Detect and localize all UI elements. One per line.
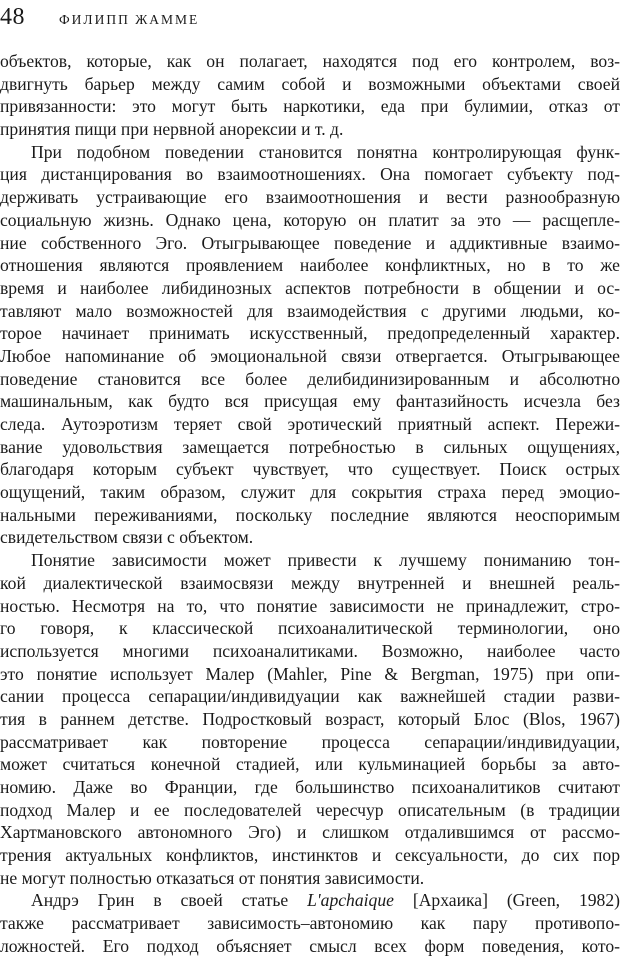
text-line: держивать устраивающие его взаимоотношения и вести разнообразную xyxy=(0,187,620,208)
text-line: не могут полностью отказаться от понятия зависимости. xyxy=(0,867,425,888)
text-line: Любое напоминание об эмоциональной связи отвергается. Отыгрывающее xyxy=(0,345,620,366)
text-line: двигнуть барьер между самим собой и возможными объектами своей xyxy=(0,73,620,94)
text-line: объектов, которые, как он полагает, находятся под его контролем, воз- xyxy=(0,51,620,71)
text-line: свидетельством связи с объектом. xyxy=(0,527,254,548)
text-line: Понятие зависимости может привести к лучшему пониманию тон- xyxy=(31,550,620,571)
text-line: привязанности: это могут быть наркотики, еда при булимии, отказ от xyxy=(0,96,620,117)
text-line: сании процесса сепарации/индивидуации как важнейшей стадии разви- xyxy=(0,686,620,707)
text-line: время и наиболее либидинозных аспектов потребности в общении и ос- xyxy=(0,277,620,298)
text-line: нальными переживаниями, поскольку последние являются неоспоримым xyxy=(0,504,620,525)
italic-title: L'apchaique xyxy=(307,890,394,911)
text-line: рассматривает как повторение процесса сепарации/индивидуации, xyxy=(0,731,620,752)
text-line: ние собственного Эго. Отыгрывающее поведение и аддиктивные взаимо- xyxy=(0,232,620,253)
text-line: используется многими психоаналитиками. Возможно, наиболее часто xyxy=(0,640,620,661)
text-line: ложностей. Его подход объясняет смысл всех форм поведения, кото- xyxy=(0,935,620,956)
text-line: это понятие использует Малер (Mahler, Pine & Bergman, 1975) при опи- xyxy=(0,663,620,684)
body-text xyxy=(0,50,620,958)
text-line xyxy=(0,889,620,912)
text-line: принятия пищи при нервной анорексии и т. д. xyxy=(0,119,344,140)
text-line: отношения являются проявлением наиболее конфликтных, но в то же xyxy=(0,255,620,276)
page-number: 48 xyxy=(0,4,25,30)
text-line: следа. Аутоэротизм теряет свой эротический приятный аспект. Пережи- xyxy=(0,414,620,434)
text-segment: [Архаика] (Green, 1982) xyxy=(393,890,620,911)
text-line: тавляют мало возможностей для взаимодействия с другими людьми, ко- xyxy=(0,300,620,321)
text-line: тия в раннем детстве. Подростковый возраст, который Блос (Blos, 1967) xyxy=(0,708,620,729)
text-line: го говоря, к классической психоаналитической терминологии, оно xyxy=(0,618,620,639)
text-line: При подобном поведении становится понятна контролирующая функ- xyxy=(31,141,620,162)
text-line: поведение становится все более делибидинизированным и абсолютно xyxy=(0,368,620,389)
text-line: социальную жизнь. Однако цена, которую он платит за это — расщепле- xyxy=(0,209,620,230)
text-line: также рассматривает зависимость–автономию как пару противопо- xyxy=(0,913,620,934)
text-line: трения актуальных конфликтов, инстинктов и сексуальности, до сих пор xyxy=(0,845,620,866)
text-line: машинальным, как будто вся присущая ему фантазийность исчезла без xyxy=(0,391,620,412)
running-head xyxy=(0,2,199,32)
text-line: торое начинает принимать искусственный, предопределенный характер. xyxy=(0,323,620,344)
running-head-author: ФИЛИПП ЖАММЕ xyxy=(59,12,200,27)
text-line: кой диалектической взаимосвязи между внутренней и внешней реаль- xyxy=(0,572,620,593)
text-line: ощущений, таким образом, служит для сокрытия страха перед эмоцио- xyxy=(0,482,620,503)
text-line: вание удовольствия замещается потребностью в сильных ощущениях, xyxy=(0,436,620,457)
text-line: ция дистанцирования во взаимоотношениях. Она помогает субъекту под- xyxy=(0,164,620,185)
text-line: номию. Даже во Франции, где большинство психоаналитиков считают xyxy=(0,777,620,797)
text-segment: Андрэ Грин в своей статье xyxy=(31,890,308,911)
text-line: благодаря которым субъект чувствует, что существует. Поиск острых xyxy=(0,459,620,480)
text-line: Хартмановского автономного Эго) и слишком отдалившимся от рассмо- xyxy=(0,822,620,843)
text-line: может считаться конечной стадией, или кульминацией борьбы за авто- xyxy=(0,754,620,775)
text-line: подход Малер и ее последователей чересчур описательным (в традиции xyxy=(0,799,620,820)
text-line: ностью. Несмотря на то, что понятие зависимости не принадлежит, стро- xyxy=(0,595,620,616)
